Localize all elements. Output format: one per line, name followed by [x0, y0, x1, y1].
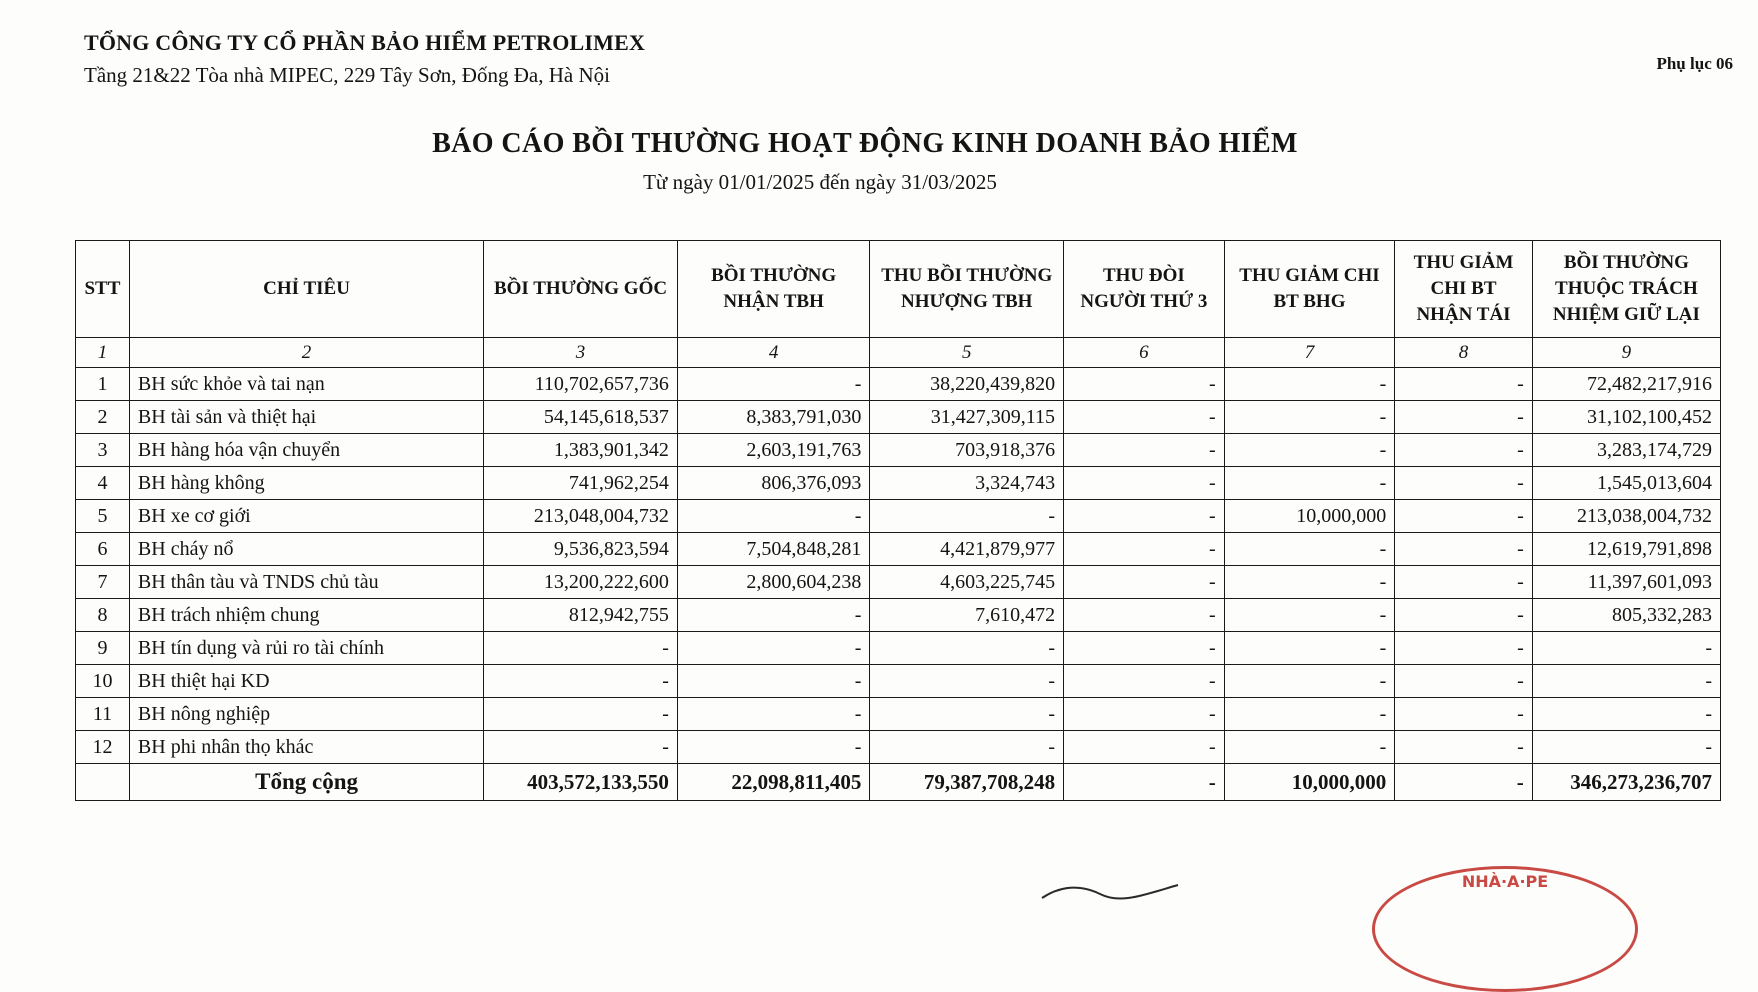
inward-reduction-cell: -	[1395, 599, 1533, 632]
stt-cell: 11	[76, 698, 130, 731]
indicator-cell: BH xe cơ giới	[129, 500, 483, 533]
total-original-claims: 403,572,133,550	[484, 764, 678, 801]
total-third-party-recoveries: -	[1064, 764, 1225, 801]
retained-claims-cell: -	[1532, 665, 1720, 698]
original-claims-cell: 9,536,823,594	[484, 533, 678, 566]
appendix-label: Phụ lục 06	[1656, 54, 1733, 73]
direct-reduction-cell: -	[1224, 698, 1395, 731]
header-third-party-recoveries: THU ĐÒI NGƯỜI THỨ 3	[1064, 241, 1225, 338]
direct-reduction-cell: -	[1224, 533, 1395, 566]
third-party-cell: -	[1064, 632, 1225, 665]
inward-reinsurance-cell: 8,383,791,030	[677, 401, 870, 434]
ceded-recoveries-cell: -	[870, 665, 1064, 698]
total-direct-claim-reductions: 10,000,000	[1224, 764, 1395, 801]
table-body	[76, 338, 1721, 764]
table-row	[76, 665, 1721, 698]
stt-cell: 7	[76, 566, 130, 599]
inward-reduction-cell: -	[1395, 665, 1533, 698]
report-period: Từ ngày 01/01/2025 đến ngày 31/03/2025	[643, 170, 997, 194]
retained-claims-cell: 213,038,004,732	[1532, 500, 1720, 533]
inward-reinsurance-cell: -	[677, 632, 870, 665]
retained-claims-cell: -	[1532, 632, 1720, 665]
ceded-recoveries-cell: -	[870, 698, 1064, 731]
index-cell: 2	[129, 338, 483, 368]
indicator-cell: BH thiệt hại KD	[129, 665, 483, 698]
inward-reduction-cell: -	[1395, 401, 1533, 434]
inward-reinsurance-cell: -	[677, 731, 870, 764]
inward-reduction-cell: -	[1395, 434, 1533, 467]
third-party-cell: -	[1064, 698, 1225, 731]
third-party-cell: -	[1064, 599, 1225, 632]
inward-reinsurance-cell: -	[677, 599, 870, 632]
original-claims-cell: -	[484, 632, 678, 665]
table-row	[76, 566, 1721, 599]
retained-claims-cell: 3,283,174,729	[1532, 434, 1720, 467]
header-retained-claims: BỒI THƯỜNG THUỘC TRÁCH NHIỆM GIỮ LẠI	[1532, 241, 1720, 338]
retained-claims-cell: 31,102,100,452	[1532, 401, 1720, 434]
header-row	[76, 241, 1721, 338]
ceded-recoveries-cell: -	[870, 500, 1064, 533]
inward-reduction-cell: -	[1395, 632, 1533, 665]
claims-report-table	[75, 240, 1721, 801]
inward-reinsurance-cell: -	[677, 665, 870, 698]
direct-reduction-cell: -	[1224, 731, 1395, 764]
indicator-cell: BH nông nghiệp	[129, 698, 483, 731]
third-party-cell: -	[1064, 731, 1225, 764]
original-claims-cell: -	[484, 665, 678, 698]
stt-cell: 12	[76, 731, 130, 764]
header-direct-claim-reductions: THU GIẢM CHI BT BHG	[1224, 241, 1395, 338]
direct-reduction-cell: -	[1224, 665, 1395, 698]
original-claims-cell: 54,145,618,537	[484, 401, 678, 434]
original-claims-cell: 213,048,004,732	[484, 500, 678, 533]
original-claims-cell: 13,200,222,600	[484, 566, 678, 599]
indicator-cell: BH hàng không	[129, 467, 483, 500]
inward-reinsurance-cell: 806,376,093	[677, 467, 870, 500]
column-index-row	[76, 338, 1721, 368]
ceded-recoveries-cell: -	[870, 632, 1064, 665]
indicator-cell: BH cháy nổ	[129, 533, 483, 566]
table-row	[76, 467, 1721, 500]
retained-claims-cell: 1,545,013,604	[1532, 467, 1720, 500]
table-row	[76, 533, 1721, 566]
header-indicator: CHỈ TIÊU	[129, 241, 483, 338]
inward-reduction-cell: -	[1395, 368, 1533, 401]
index-cell: 8	[1395, 338, 1533, 368]
indicator-cell: BH tín dụng và rủi ro tài chính	[129, 632, 483, 665]
total-label: Tổng cộng	[129, 764, 483, 801]
stt-cell: 6	[76, 533, 130, 566]
total-row	[76, 764, 1721, 801]
inward-reduction-cell: -	[1395, 731, 1533, 764]
index-cell: 6	[1064, 338, 1225, 368]
stt-cell: 9	[76, 632, 130, 665]
table-row	[76, 698, 1721, 731]
company-name: TỔNG CÔNG TY CỔ PHẦN BẢO HIỂM PETROLIMEX	[84, 30, 646, 55]
third-party-cell: -	[1064, 500, 1225, 533]
signature-mark	[1040, 882, 1180, 900]
indicator-cell: BH trách nhiệm chung	[129, 599, 483, 632]
indicator-cell: BH hàng hóa vận chuyển	[129, 434, 483, 467]
total-inward-claim-reductions: -	[1395, 764, 1533, 801]
stt-cell: 2	[76, 401, 130, 434]
third-party-cell: -	[1064, 401, 1225, 434]
retained-claims-cell: -	[1532, 698, 1720, 731]
inward-reinsurance-cell: -	[677, 368, 870, 401]
index-cell: 7	[1224, 338, 1395, 368]
third-party-cell: -	[1064, 467, 1225, 500]
direct-reduction-cell: -	[1224, 599, 1395, 632]
inward-reduction-cell: -	[1395, 698, 1533, 731]
ceded-recoveries-cell: 38,220,439,820	[870, 368, 1064, 401]
ceded-recoveries-cell: 4,603,225,745	[870, 566, 1064, 599]
table-row	[76, 434, 1721, 467]
company-seal	[1372, 866, 1638, 992]
inward-reduction-cell: -	[1395, 533, 1533, 566]
indicator-cell: BH tài sản và thiệt hại	[129, 401, 483, 434]
third-party-cell: -	[1064, 434, 1225, 467]
original-claims-cell: -	[484, 698, 678, 731]
stt-cell: 3	[76, 434, 130, 467]
retained-claims-cell: 12,619,791,898	[1532, 533, 1720, 566]
third-party-cell: -	[1064, 566, 1225, 599]
direct-reduction-cell: -	[1224, 467, 1395, 500]
ceded-recoveries-cell: 7,610,472	[870, 599, 1064, 632]
index-cell: 1	[76, 338, 130, 368]
company-address: Tầng 21&22 Tòa nhà MIPEC, 229 Tây Sơn, Đống Đa, Hà Nội	[84, 63, 610, 87]
inward-reinsurance-cell: -	[677, 500, 870, 533]
stt-cell: 4	[76, 467, 130, 500]
direct-reduction-cell: -	[1224, 368, 1395, 401]
table-row	[76, 599, 1721, 632]
indicator-cell: BH sức khỏe và tai nạn	[129, 368, 483, 401]
retained-claims-cell: 72,482,217,916	[1532, 368, 1720, 401]
report-title: BÁO CÁO BỒI THƯỜNG HOẠT ĐỘNG KINH DOANH BẢO HIỂM	[432, 128, 1298, 159]
original-claims-cell: 741,962,254	[484, 467, 678, 500]
retained-claims-cell: -	[1532, 731, 1720, 764]
ceded-recoveries-cell: 703,918,376	[870, 434, 1064, 467]
retained-claims-cell: 11,397,601,093	[1532, 566, 1720, 599]
stt-cell: 8	[76, 599, 130, 632]
header-ceded-reinsurance-recoveries: THU BỒI THƯỜNG NHƯỢNG TBH	[870, 241, 1064, 338]
inward-reinsurance-cell: -	[677, 698, 870, 731]
third-party-cell: -	[1064, 665, 1225, 698]
header-stt: STT	[76, 241, 130, 338]
total-inward-reinsurance-claims: 22,098,811,405	[677, 764, 870, 801]
third-party-cell: -	[1064, 533, 1225, 566]
index-cell: 5	[870, 338, 1064, 368]
seal-text: NHÀ·A·PE	[1461, 872, 1549, 891]
table-row	[76, 731, 1721, 764]
total-ceded-recoveries: 79,387,708,248	[870, 764, 1064, 801]
original-claims-cell: 110,702,657,736	[484, 368, 678, 401]
direct-reduction-cell: -	[1224, 632, 1395, 665]
stt-cell: 10	[76, 665, 130, 698]
ceded-recoveries-cell: 3,324,743	[870, 467, 1064, 500]
table-row	[76, 632, 1721, 665]
inward-reinsurance-cell: 7,504,848,281	[677, 533, 870, 566]
indicator-cell: BH phi nhân thọ khác	[129, 731, 483, 764]
direct-reduction-cell: -	[1224, 401, 1395, 434]
inward-reinsurance-cell: 2,603,191,763	[677, 434, 870, 467]
retained-claims-cell: 805,332,283	[1532, 599, 1720, 632]
table-row	[76, 500, 1721, 533]
stt-cell: 5	[76, 500, 130, 533]
index-cell: 3	[484, 338, 678, 368]
ceded-recoveries-cell: -	[870, 731, 1064, 764]
inward-reinsurance-cell: 2,800,604,238	[677, 566, 870, 599]
table-row	[76, 368, 1721, 401]
inward-reduction-cell: -	[1395, 500, 1533, 533]
table-row	[76, 401, 1721, 434]
direct-reduction-cell: 10,000,000	[1224, 500, 1395, 533]
inward-reduction-cell: -	[1395, 566, 1533, 599]
index-cell: 4	[677, 338, 870, 368]
total-retained-claims: 346,273,236,707	[1532, 764, 1720, 801]
inward-reduction-cell: -	[1395, 467, 1533, 500]
header-inward-claim-reductions: THU GIẢM CHI BT NHẬN TÁI	[1395, 241, 1533, 338]
header-original-claims: BỒI THƯỜNG GỐC	[484, 241, 678, 338]
direct-reduction-cell: -	[1224, 566, 1395, 599]
original-claims-cell: -	[484, 731, 678, 764]
total-stt-cell	[76, 764, 130, 801]
third-party-cell: -	[1064, 368, 1225, 401]
indicator-cell: BH thân tàu và TNDS chủ tàu	[129, 566, 483, 599]
stt-cell: 1	[76, 368, 130, 401]
original-claims-cell: 812,942,755	[484, 599, 678, 632]
index-cell: 9	[1532, 338, 1720, 368]
ceded-recoveries-cell: 4,421,879,977	[870, 533, 1064, 566]
ceded-recoveries-cell: 31,427,309,115	[870, 401, 1064, 434]
direct-reduction-cell: -	[1224, 434, 1395, 467]
original-claims-cell: 1,383,901,342	[484, 434, 678, 467]
header-inward-reinsurance-claims: BỒI THƯỜNG NHẬN TBH	[677, 241, 870, 338]
